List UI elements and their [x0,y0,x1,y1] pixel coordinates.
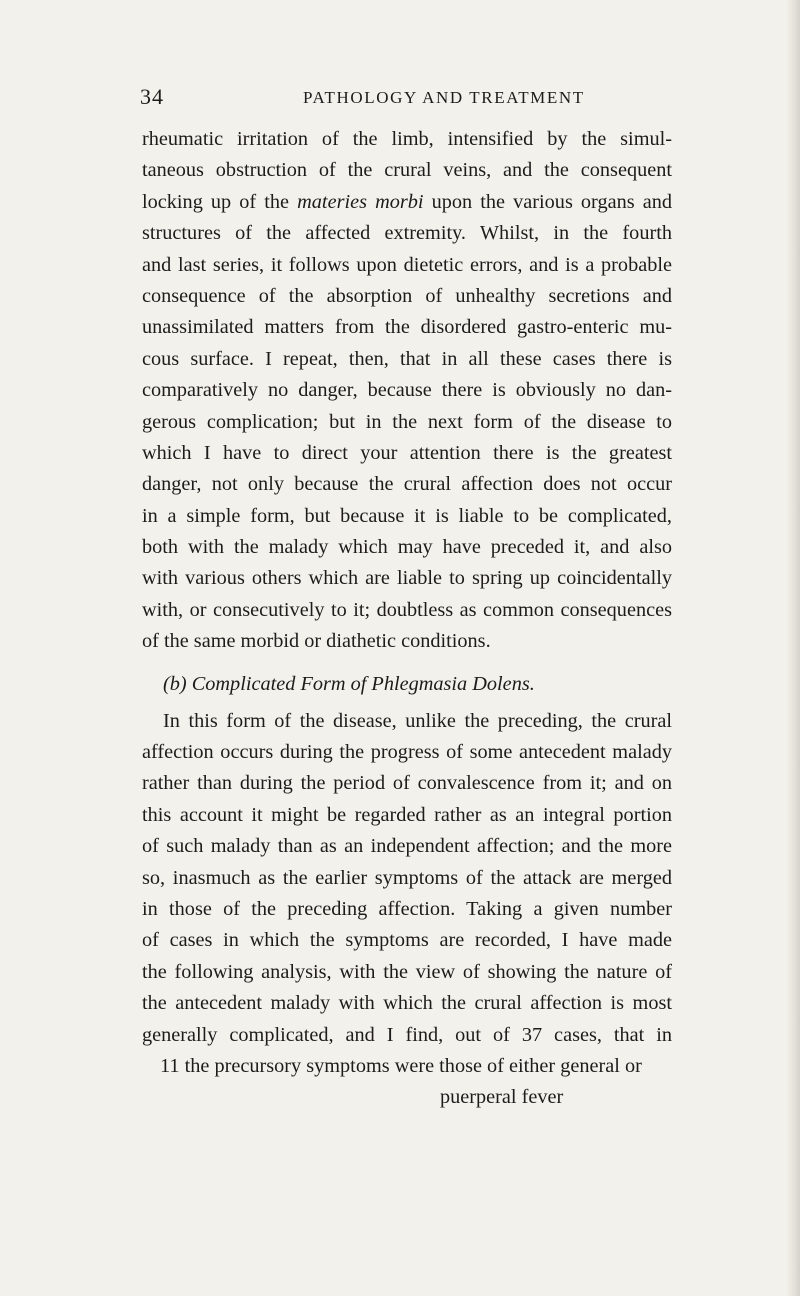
text-line: generally complicated, and I find, out of 37 cases, that in [142,1023,672,1046]
text-line: in those of the preceding affection. Taking a given number [142,897,672,920]
text-line: rather than during the period of convalescence from it; and on [142,772,672,795]
text-line [142,187,672,218]
text-line: unassimilated matters from the disordered gastro-enteric mu- [142,316,672,339]
text-line: 11 the precursory symptoms were those of either general or [160,1054,642,1077]
text-line: the antecedent malady with which the crural affection is most [142,992,672,1015]
text-line: gerous complication; but in the next form of the disease to [142,410,672,433]
text-line: the following analysis, with the view of showing the nature of [142,960,672,983]
running-header [0,84,800,114]
text-line: danger, not only because the crural affection does not occur [142,473,672,496]
text-line: taneous obstruction of the crural veins, and the consequent [142,159,672,182]
text-line: In this form of the disease, unlike the preceding, the crural [163,709,672,732]
text-run: upon the various organs and [423,190,672,213]
text-line: of the same morbid or diathetic conditions. [142,630,491,653]
section-title: Complicated Form of Phlegmasia Dolens. [191,672,535,695]
text-line: comparatively no danger, because there is obviously no dan- [142,379,672,402]
italic-term: materies morbi [297,190,424,213]
text-line: this account it might be regarded rather as an integral portion [142,803,672,826]
text-line: in a simple form, but because it is liable to be complicated, [142,504,672,527]
page-number: 34 [140,84,164,109]
text-line: of such malady than as an independent affection; and the more [142,835,672,858]
text-line: puerperal fever [440,1086,564,1109]
text-line: affection occurs during the progress of some antecedent malady [142,741,672,764]
paragraph-1 [142,124,672,658]
text-line: both with the malady which may have preceded it, and also [142,536,672,559]
text-line: so, inasmuch as the earlier symptoms of the attack are merged [142,866,672,889]
text-line: cous surface. I repeat, then, that in all these cases there is [142,347,672,370]
text-line: structures of the affected extremity. Whilst, in the fourth [142,222,672,245]
text-line: rheumatic irritation of the limb, intensified by the simul- [142,128,672,150]
body-text [142,124,672,1114]
paragraph-2 [142,706,672,1114]
page-edge-shadow [786,0,800,1296]
running-title: PATHOLOGY AND TREATMENT [303,88,585,107]
text-line: of cases in which the symptoms are recorded, I have made [142,929,672,952]
section-marker: (b) [163,672,187,695]
section-heading [142,666,672,702]
text-run: locking up of the [142,190,298,213]
text-line: which I have to direct your attention there is the greatest [142,441,672,464]
text-line: with various others which are liable to spring up coincidentally [142,567,672,590]
text-line: consequence of the absorption of unhealthy secretions and [142,284,672,307]
text-line: with, or consecutively to it; doubtless as common consequences [142,598,672,621]
text-line: and last series, it follows upon dietetic errors, and is a probable [142,253,672,276]
